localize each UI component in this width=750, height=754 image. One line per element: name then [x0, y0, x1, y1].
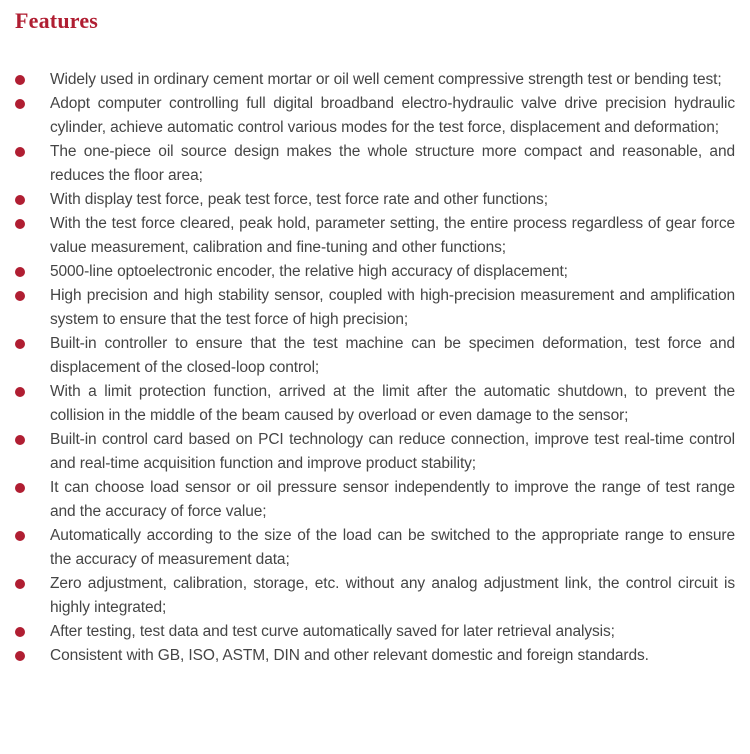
bullet-icon [15, 75, 25, 85]
bullet-icon [15, 387, 25, 397]
feature-text: Zero adjustment, calibration, storage, etc. without any analog adjustment link, the control circuit is highly integrated; [50, 575, 735, 616]
bullet-icon [15, 291, 25, 301]
bullet-icon [15, 435, 25, 445]
feature-text: With display test force, peak test force, test force rate and other functions; [50, 191, 548, 208]
bullet-icon [15, 531, 25, 541]
feature-text: High precision and high stability sensor, coupled with high-precision measurement and amplification system to ensure that the test force of high precision; [50, 287, 735, 328]
page-title: Features [15, 8, 99, 33]
feature-text: With a limit protection function, arrived at the limit after the automatic shutdown, to prevent the collision in the middle of the beam caused by overload or even damage to the sensor; [50, 383, 735, 424]
bullet-icon [15, 651, 25, 661]
feature-text: It can choose load sensor or oil pressure sensor independently to improve the range of test range and the accuracy of force value; [50, 479, 735, 520]
list-item [15, 92, 735, 140]
bullet-icon [15, 267, 25, 277]
list-item [15, 260, 735, 284]
list-item [15, 476, 735, 524]
bullet-icon [15, 195, 25, 205]
feature-text: 5000-line optoelectronic encoder, the relative high accuracy of displacement; [50, 263, 568, 280]
list-item [15, 620, 735, 644]
list-item [15, 140, 735, 188]
feature-text: After testing, test data and test curve automatically saved for later retrieval analysis; [50, 623, 615, 640]
feature-text: The one-piece oil source design makes the whole structure more compact and reasonable, and reduces the floor area; [50, 143, 735, 184]
feature-text: Consistent with GB, ISO, ASTM, DIN and other relevant domestic and foreign standards. [50, 647, 649, 664]
bullet-icon [15, 219, 25, 229]
feature-text: Adopt computer controlling full digital broadband electro-hydraulic valve drive precision hydraulic cylinder, achieve automatic control various modes for the test force, displacement and deformation; [50, 95, 735, 136]
list-item [15, 572, 735, 620]
bullet-icon [15, 579, 25, 589]
bullet-icon [15, 627, 25, 637]
bullet-icon [15, 147, 25, 157]
list-item [15, 644, 735, 668]
bullet-icon [15, 483, 25, 493]
feature-text: Built-in control card based on PCI technology can reduce connection, improve test real-time control and real-time acquisition function and improve product stability; [50, 431, 735, 472]
list-item [15, 68, 735, 92]
bullet-icon [15, 99, 25, 109]
features-list [15, 68, 735, 668]
bullet-icon [15, 339, 25, 349]
feature-text: Automatically according to the size of the load can be switched to the appropriate range to ensure the accuracy of measurement data; [50, 527, 735, 568]
list-item [15, 380, 735, 428]
list-item [15, 332, 735, 380]
list-item [15, 428, 735, 476]
feature-text: Built-in controller to ensure that the test machine can be specimen deformation, test force and displacement of the closed-loop control; [50, 335, 735, 376]
list-item [15, 284, 735, 332]
feature-text: Widely used in ordinary cement mortar or oil well cement compressive strength test or bending test; [50, 71, 722, 88]
list-item [15, 524, 735, 572]
list-item [15, 212, 735, 260]
list-item [15, 188, 735, 212]
feature-text: With the test force cleared, peak hold, parameter setting, the entire process regardless of gear force value measurement, calibration and fine-tuning and other functions; [50, 215, 735, 256]
